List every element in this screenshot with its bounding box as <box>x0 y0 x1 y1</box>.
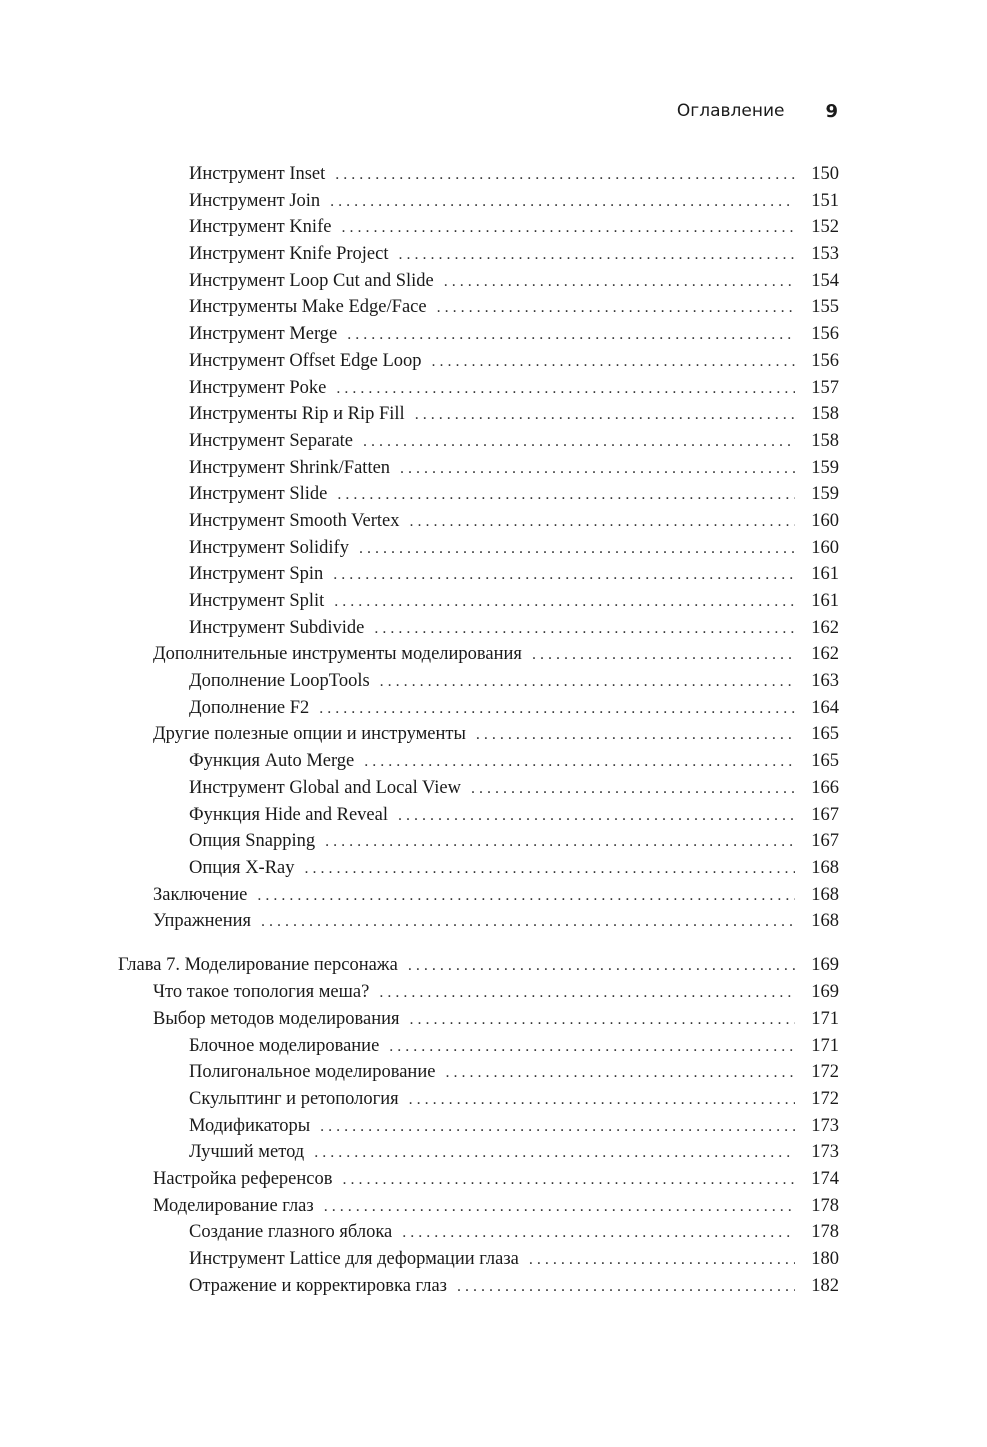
dot-leader <box>374 616 795 643</box>
dot-leader <box>347 322 795 349</box>
dot-leader <box>305 856 795 883</box>
toc-entry-page: 162 <box>811 617 839 638</box>
toc-entry-title: Дополнение F2 <box>189 697 310 718</box>
dot-leader <box>457 1274 795 1301</box>
dot-leader <box>320 1114 795 1141</box>
toc-entry-title: Скульптинг и ретопология <box>189 1088 399 1109</box>
toc-entry-title: Инструмент Knife Project <box>189 244 389 265</box>
toc-entry-title: Инструмент Inset <box>189 164 326 184</box>
toc-entry-page: 158 <box>811 404 839 425</box>
toc-entry-page: 168 <box>811 884 839 905</box>
toc-entry-title: Инструмент Spin <box>189 564 324 585</box>
toc-entry[interactable] <box>118 241 839 268</box>
toc-entry[interactable] <box>118 721 839 748</box>
toc-entry-title: Выбор методов моделирования <box>153 1008 400 1029</box>
dot-leader <box>342 1167 795 1194</box>
toc-entry-page: 159 <box>811 457 839 478</box>
toc-entry[interactable] <box>118 161 839 188</box>
dot-leader <box>334 589 795 616</box>
toc-entry-title: Отражение и корректировка глаз <box>189 1275 447 1296</box>
dot-leader <box>398 803 795 830</box>
toc-entry-page: 169 <box>811 982 839 1003</box>
toc-entry-title: Упражнения <box>153 911 252 932</box>
toc-entry-title: Модификаторы <box>189 1115 311 1136</box>
toc-entry[interactable] <box>118 1273 839 1300</box>
toc-entry[interactable] <box>118 1086 839 1113</box>
dot-leader <box>335 162 795 189</box>
dot-leader <box>330 189 795 216</box>
dot-leader <box>529 1247 795 1274</box>
toc-entry-title: Другие полезные опции и инструменты <box>153 724 466 745</box>
toc-entry[interactable] <box>118 908 839 935</box>
toc-entry[interactable] <box>118 668 839 695</box>
toc-entry[interactable] <box>118 214 839 241</box>
toc-entry-title: Создание глазного яблока <box>189 1222 393 1243</box>
dot-leader <box>476 722 795 749</box>
running-head <box>677 99 838 123</box>
dot-leader <box>471 776 795 803</box>
toc-entry[interactable] <box>118 268 839 295</box>
dot-leader <box>336 376 795 403</box>
toc-entry-page: 173 <box>811 1115 839 1136</box>
toc-entry-page: 168 <box>811 857 839 878</box>
dot-leader <box>324 1194 795 1221</box>
toc-entry-page: 160 <box>811 537 839 558</box>
toc-entry-title: Инструмент Smooth Vertex <box>189 510 400 531</box>
toc-entry-title: Инструмент Loop Cut and Slide <box>189 270 434 291</box>
toc-entry[interactable] <box>118 979 839 1006</box>
toc-entry-page: 174 <box>811 1168 839 1189</box>
dot-leader <box>437 295 795 322</box>
dot-leader <box>402 1220 795 1247</box>
toc-entry[interactable] <box>118 828 839 855</box>
toc-entry-title: Опция Snapping <box>189 831 316 852</box>
toc-entry-title: Лучший метод <box>189 1142 305 1163</box>
toc-entry[interactable] <box>118 748 839 775</box>
toc-entry-page: 167 <box>811 831 839 852</box>
toc-entry-title: Инструмент Slide <box>189 484 328 505</box>
toc-entry[interactable] <box>118 952 839 979</box>
toc-entry-title: Инструменты Make Edge/Face <box>189 297 427 318</box>
toc-entry[interactable] <box>118 428 839 455</box>
dot-leader <box>337 482 795 509</box>
toc-entry-title: Инструмент Merge <box>189 324 338 345</box>
toc-entry[interactable] <box>118 1246 839 1273</box>
toc-entry-page: 173 <box>811 1142 839 1163</box>
toc-entry-page: 178 <box>811 1222 839 1243</box>
toc-entry[interactable] <box>118 695 839 722</box>
dot-leader <box>409 509 795 536</box>
toc-entry-page: 158 <box>811 430 839 451</box>
toc-entry[interactable] <box>118 588 839 615</box>
toc-entry-title: Опция X-Ray <box>189 857 295 878</box>
toc-entry[interactable] <box>118 401 839 428</box>
dot-leader <box>380 669 795 696</box>
toc-entry-page: 151 <box>811 190 839 211</box>
dot-leader <box>445 1060 795 1087</box>
toc-entry-page: 182 <box>811 1275 839 1296</box>
dot-leader <box>532 642 795 669</box>
toc-entry-title: Функция Hide and Reveal <box>189 804 388 825</box>
toc-entry-title: Инструмент Global and Local View <box>189 777 461 798</box>
toc-entry[interactable] <box>118 802 839 829</box>
page-number: 9 <box>825 100 838 122</box>
toc-entry[interactable] <box>118 1139 839 1166</box>
toc-entry-page: 171 <box>811 1008 839 1029</box>
toc-entry-page: 165 <box>811 751 839 772</box>
toc-entry-page: 172 <box>811 1062 839 1083</box>
toc-entry[interactable] <box>118 641 839 668</box>
toc-entry-page: 159 <box>811 484 839 505</box>
toc-entry-title: Дополнение LoopTools <box>189 671 370 692</box>
dot-leader <box>409 1087 795 1114</box>
running-title: Оглавление <box>676 101 785 121</box>
toc-entry-page: 162 <box>811 644 839 665</box>
toc-entry-title: Инструмент Knife <box>189 217 332 238</box>
toc-entry-title: Настройка референсов <box>153 1168 333 1189</box>
toc-entry-page: 180 <box>811 1249 839 1269</box>
dot-leader <box>325 829 795 856</box>
dot-leader <box>432 349 795 376</box>
dot-leader <box>261 909 795 936</box>
toc-entry[interactable] <box>118 1166 839 1193</box>
toc-entry[interactable] <box>118 882 839 909</box>
toc-entry-page: 156 <box>811 324 839 345</box>
toc-entry[interactable] <box>118 188 839 215</box>
toc-entry-page: 152 <box>811 217 839 238</box>
toc-entry-title: Функция Auto Merge <box>189 751 355 772</box>
toc-entry-page: 178 <box>811 1195 839 1216</box>
toc-entry[interactable] <box>118 535 839 562</box>
toc-entry-title: Инструмент Shrink/Fatten <box>189 457 391 478</box>
dot-leader <box>363 429 795 456</box>
toc-entry-title: Инструмент Join <box>189 190 321 211</box>
toc-entry-page: 163 <box>811 671 839 692</box>
toc-entry-title: Дополнительные инструменты моделирования <box>153 644 522 665</box>
toc-entry-title: Инструмент Split <box>189 591 325 611</box>
dot-leader <box>410 1007 796 1034</box>
toc-entry[interactable] <box>118 1219 839 1246</box>
toc-entry-title: Что такое топология меша? <box>153 982 370 1003</box>
toc-entry-page: 161 <box>811 591 839 611</box>
dot-leader <box>364 749 795 776</box>
toc-entry-page: 157 <box>811 377 839 398</box>
toc-entry[interactable] <box>118 294 839 321</box>
dot-leader <box>359 536 795 563</box>
dot-leader <box>257 883 795 910</box>
dot-leader <box>379 980 795 1007</box>
dot-leader <box>400 456 795 483</box>
dot-leader <box>333 562 795 589</box>
toc-entry[interactable] <box>118 855 839 882</box>
toc-entry-page: 153 <box>811 244 839 265</box>
toc-entry[interactable] <box>118 1059 839 1086</box>
toc-entry[interactable] <box>118 455 839 482</box>
toc-entry[interactable] <box>118 1033 839 1060</box>
dot-leader <box>319 696 795 723</box>
toc-entry-title: Полигональное моделирование <box>189 1062 436 1083</box>
toc-entry[interactable] <box>118 481 839 508</box>
toc-entry-page: 150 <box>811 164 839 184</box>
toc-entry[interactable] <box>118 321 839 348</box>
toc-entry[interactable] <box>118 561 839 588</box>
toc-entry-title: Инструмент Separate <box>189 430 354 451</box>
toc-entry-title: Инструмент Lattice для деформации глаза <box>189 1249 519 1269</box>
toc-entry[interactable] <box>118 1193 839 1220</box>
toc-entry-page: 171 <box>811 1035 839 1056</box>
toc-entry[interactable] <box>118 375 839 402</box>
toc-entry-page: 155 <box>811 297 839 318</box>
toc-entry-title: Инструмент Offset Edge Loop <box>189 350 422 371</box>
toc-entry-title: Моделирование глаз <box>153 1195 314 1216</box>
dot-leader <box>389 1034 795 1061</box>
toc-entry[interactable] <box>118 615 839 642</box>
toc-entry-page: 167 <box>811 804 839 825</box>
toc-entry[interactable] <box>118 1113 839 1140</box>
toc-entry[interactable] <box>118 775 839 802</box>
table-of-contents <box>118 161 839 1299</box>
toc-entry-page: 172 <box>811 1088 839 1109</box>
toc-entry-page: 164 <box>811 697 839 718</box>
toc-entry[interactable] <box>118 508 839 535</box>
dot-leader <box>444 269 795 296</box>
toc-entry-page: 160 <box>811 510 839 531</box>
toc-entry-page: 166 <box>811 777 839 798</box>
dot-leader <box>415 402 795 429</box>
toc-entry[interactable] <box>118 1006 839 1033</box>
dot-leader <box>314 1140 795 1167</box>
toc-entry-page: 161 <box>811 564 839 585</box>
toc-entry-title: Инструменты Rip и Rip Fill <box>189 404 405 425</box>
toc-entry-title: Инструмент Solidify <box>189 537 349 558</box>
toc-entry-page: 168 <box>811 911 839 932</box>
dot-leader <box>398 242 795 269</box>
dot-leader <box>341 215 795 242</box>
toc-entry-page: 165 <box>811 724 839 745</box>
toc-entry-title: Глава 7. Моделирование персонажа <box>118 955 398 976</box>
toc-entry-title: Инструмент Subdivide <box>189 617 365 638</box>
toc-entry-title: Заключение <box>153 884 248 905</box>
toc-entry[interactable] <box>118 348 839 375</box>
toc-entry-title: Инструмент Poke <box>189 377 327 398</box>
toc-entry-title: Блочное моделирование <box>189 1035 380 1056</box>
toc-entry-page: 169 <box>811 955 839 976</box>
toc-entry-page: 154 <box>811 270 839 291</box>
toc-entry-page: 156 <box>811 350 839 371</box>
dot-leader <box>408 953 795 980</box>
